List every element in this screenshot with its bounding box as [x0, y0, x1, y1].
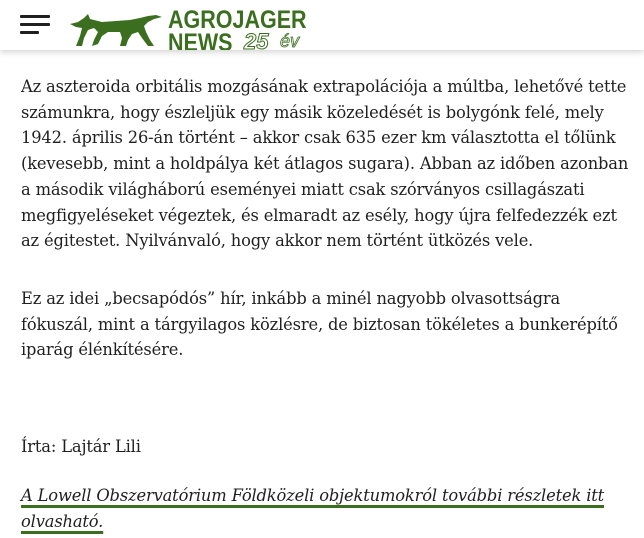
wolf-icon — [68, 10, 164, 48]
logo-anniversary-word: év — [280, 31, 300, 50]
logo-anniversary-number: 25 — [244, 29, 269, 50]
hamburger-menu-icon[interactable] — [20, 14, 50, 36]
site-header — [0, 0, 644, 50]
menu-bar — [20, 31, 39, 34]
logo-wordmark-bottom: NEWS — [168, 29, 233, 50]
article-paragraph: Az aszteroida orbitális mozgásának extrapolációja a múltba, lehetővé tette számunkra, hogy észleljük egy másik közeledését is bolygónk felé, mely 1942. április 26-án történt – akkor csak 635 ezer km választotta el tőlünk (kevesebb, mint a holdpálya két átlagos sugara). Abban az időben azonban a második világháború eseményei miatt csak szórványos csillagászati megfigyeléseket végeztek, és elmaradt az esély, hogy újra felfedezzék ezt az égitestet. Nyilvánvaló, hogy akkor nem történt ütközés vele. — [21, 77, 629, 251]
menu-bar — [20, 15, 50, 18]
site-logo[interactable] — [68, 6, 328, 50]
logo-wordmark-top: AGROJAGER — [168, 6, 307, 34]
menu-bar — [20, 23, 50, 26]
article-paragraph: Ez az idei „becsapódós” hír, inkább a minél nagyobb olvasottságra fókuszál, mint a tárgyilagos közlésre, de biztosan tökéletes a bunkerépítő iparág élénkítésére. — [21, 289, 618, 360]
article-author: Írta: Lajtár Lili — [21, 437, 141, 456]
source-link-container — [21, 483, 633, 534]
source-link[interactable]: A Lowell Obszervatórium Földközeli objektumokról további részletek itt olvasható. — [21, 486, 605, 531]
